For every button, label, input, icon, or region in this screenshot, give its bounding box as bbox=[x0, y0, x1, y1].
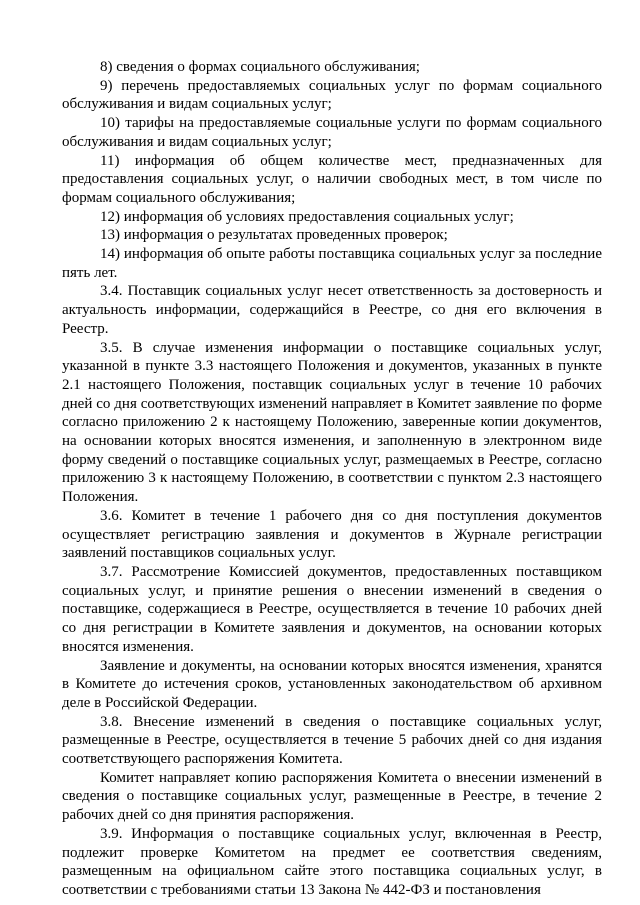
item-9: 9) перечень предоставляемых социальных услуг по формам социального обслуживания и видам социальных услуг; bbox=[62, 77, 602, 113]
item-8: 8) сведения о формах социального обслуживания; bbox=[100, 59, 420, 75]
clause-3-8-copy: Комитет направляет копию распоряжения Комитета о внесении изменений в сведения о поставщике социальных услуг, размещенные в Реестре, в течение 2 рабочих дней со дня принятия распоряжения. bbox=[62, 769, 602, 824]
clause-3-7: 3.7. Рассмотрение Комиссией документов, предоставленных поставщиком социальных услуг, и принятие решения о внесении изменений в сведения о поставщике, содержащиеся в Реестре, осуществляется в течение 10 рабочих дней со дня регистрации в Комитете заявления и документов, на основании которых вносятся изменения. bbox=[62, 563, 602, 655]
item-12: 12) информация об условиях предоставления социальных услуг; bbox=[100, 208, 514, 225]
clause-3-4: 3.4. Поставщик социальных услуг несет ответственность за достоверность и актуальность информации, содержащийся в Реестре, со дня его включения в Реестр. bbox=[62, 283, 602, 337]
clause-3-9: 3.9. Информация о поставщике социальных услуг, включенная в Реестр, подлежит проверке Комитетом на предмет ее соответствия сведениям, размещенным на официальном сайте этого поставщика социальных услуг, в соответствии с требованиями статьи 13 Закона № 442-ФЗ и постановления bbox=[62, 825, 602, 898]
item-13: 13) информация о результатах проведенных проверок; bbox=[100, 227, 448, 244]
clause-3-5: 3.5. В случае изменения информации о поставщике социальных услуг, указанной в пункте 3.3 настоящего Положения и документов, указанных в пункте 2.1 настоящего Положения, поставщик социальных услуг в течение 10 рабочих дней со дня соответствующих изменений направляет в Комитет заявление по форме согласно приложению 2 к настоящему Положению, заверенные копии документов, на основании которых вносятся изменения, и заполненную в электронном виде форму сведений о поставщике социальных услуг, размещаемых в Реестре, согласно приложению 3 к настоящему Положению, в соответствии с пунктом 2.3 настоящего Положения. bbox=[62, 339, 602, 506]
item-10: 10) тарифы на предоставляемые социальные услуги по формам социального обслуживания и видам социальных услуг; bbox=[62, 115, 602, 150]
clause-3-6: 3.6. Комитет в течение 1 рабочего дня со дня поступления документов осуществляет регистрацию заявления и документов в Журнале регистрации заявлений поставщиков социальных услуг. bbox=[62, 507, 602, 562]
document-page bbox=[62, 58, 602, 900]
clause-3-7-storage: Заявление и документы, на основании которых вносятся изменения, хранятся в Комитете до истечения сроков, установленных законодательством об архивном деле в Российской Федерации. bbox=[62, 657, 602, 711]
item-14: 14) информация об опыте работы поставщика социальных услуг за последние пять лет. bbox=[62, 246, 602, 281]
item-11: 11) информация об общем количестве мест, предназначенных для предоставления социальных услуг, о наличии свободных мест, в том числе по формам социального обслуживания; bbox=[62, 152, 602, 206]
clause-3-8: 3.8. Внесение изменений в сведения о поставщике социальных услуг, размещенные в Реестре, осуществляется в течение 5 рабочих дней со дня издания соответствующего распоряжения Комитета. bbox=[62, 713, 602, 768]
